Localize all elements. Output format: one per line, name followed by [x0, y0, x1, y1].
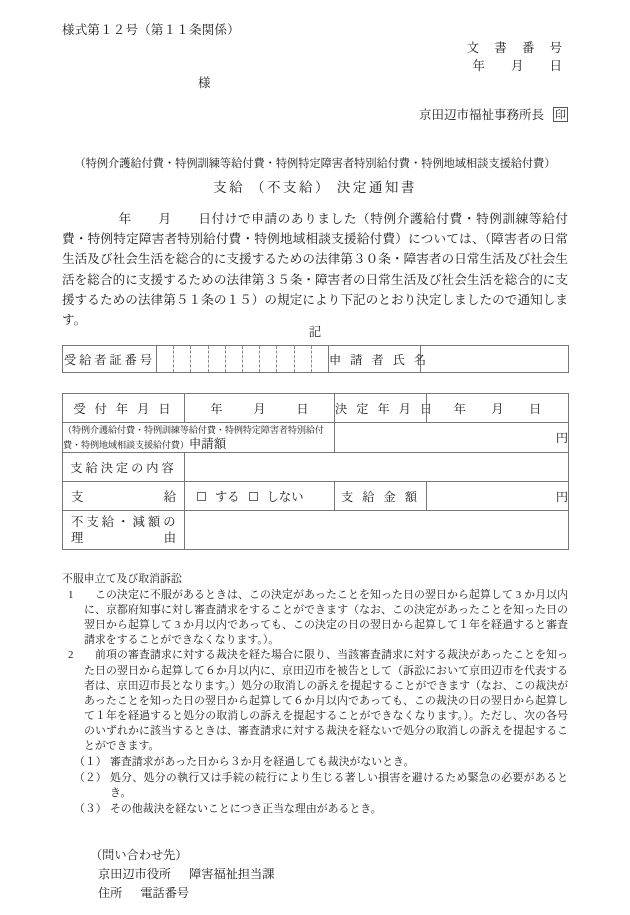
payment-options-cell: [185, 482, 335, 511]
recipient-number-cell[interactable]: [260, 346, 277, 372]
recipient-number-cells: [157, 346, 328, 372]
table-row-reason: [63, 511, 569, 550]
recipient-number-input[interactable]: [157, 346, 329, 373]
contact-department: 障害福祉担当課: [189, 867, 275, 881]
recipient-number-cell[interactable]: [209, 346, 226, 372]
table-row-reception-decision-date: [63, 394, 569, 423]
recipient-number-cell[interactable]: [312, 346, 328, 372]
applicant-name-input[interactable]: [421, 346, 569, 373]
appeal-item-number: 1: [68, 589, 74, 602]
document-date-line: [472, 56, 562, 74]
recipient-table: [62, 345, 569, 373]
contact-address-label: 住所: [98, 886, 123, 900]
reception-date-ymd: [185, 400, 334, 417]
recipient-number-cell[interactable]: [157, 346, 174, 372]
seal-stamp-icon: 印: [555, 108, 566, 121]
application-amount-input[interactable]: [335, 423, 569, 453]
reception-date-year: 年: [210, 401, 223, 416]
application-amount-label-detail: （特例介護給付費・特例訓練等給付費・特例特定障害者特別給付費・特例地域相談支援給付費）: [63, 425, 324, 450]
document-date-day: 日: [549, 59, 562, 73]
reception-date-day: 日: [296, 401, 309, 416]
decision-content-input[interactable]: [185, 453, 569, 482]
recipient-number-cell[interactable]: [174, 346, 191, 372]
decision-table: [62, 393, 569, 550]
recipient-number-label: 受給者証番号: [63, 346, 157, 373]
payment-options: [185, 487, 334, 505]
recipient-number-cell[interactable]: [226, 346, 243, 372]
reason-label-line1: [71, 514, 176, 530]
table-row-application-amount: [63, 423, 569, 453]
appeal-section: [62, 572, 568, 818]
ki-marker: 記: [308, 325, 322, 339]
body-main-sentence: 日付けで申請のありました（特例介護給付費・特例訓練等給付費・特例特定障害者特別給付費・特例地域相談支援給付費）については、（障害者の日常生活及び社会生活を総合的に支援するための法律第３０条・障害者の日常生活及び社会生活を総合的に支援するための法律第３５条・障害者の日常生活及び社会生活を総合的に支援するための法律第５１条の１５）の規定により下記のとおり決定しましたので通知します。: [62, 212, 569, 328]
appeal-sub-item-number: （１）: [74, 756, 107, 769]
body-month: 月: [157, 212, 172, 226]
payment-option-do-label: する: [215, 490, 240, 504]
applicant-name-label: 申 請 者 氏 名: [329, 346, 421, 373]
recipient-number-cell[interactable]: [243, 346, 260, 372]
appeal-sub-item-text: その他裁決を経ないことにつき正当な理由があるとき。: [110, 803, 382, 816]
checkbox-pay-no[interactable]: [249, 492, 258, 501]
appeal-item-text: 前項の審査請求に対する裁決を経た場合に限り、当該審査請求に対する裁決があったことを知った日の翌日から起算して６か月以内に、京田辺市を被告として（訴訟において京田辺市を代表する者は、京田辺市長となります。）処分の取消しの訴えを提起することができます（なお、この裁決があったことを知った日の翌日から起算して６か月以内であっても、この裁決の日の翌日から起算して１年を経過すると処分の取消しの訴えを提起することができなくなります。）。ただし、次の各号のいずれかに該当するときは、審査請求に対する裁決を経ないで処分の取消しの訴えを提起することができます。: [84, 649, 568, 753]
decision-date-day: 日: [529, 401, 542, 416]
appeal-item: [62, 588, 568, 648]
reason-label-line2-left: 理: [71, 531, 84, 545]
decision-date-year: 年: [453, 401, 466, 416]
recipient-number-cell[interactable]: [295, 346, 312, 372]
payment-amount-input[interactable]: [427, 482, 569, 511]
table-row-decision-content: [63, 453, 569, 482]
recipient-number-cell[interactable]: [191, 346, 208, 372]
appeal-sub-item: [62, 755, 568, 770]
appeal-sub-item-text: 処分、処分の執行又は手続の続行により生じる著しい損害を避けるため緊急の必要があるとき。: [110, 772, 568, 800]
addressee-honorific: 様: [198, 76, 211, 90]
appeal-sub-item-number: （３）: [74, 803, 107, 816]
reception-date-label: 受 付 年 月 日: [63, 394, 185, 423]
decision-date-label: 決 定 年 月 日: [335, 394, 427, 423]
page-title: 支給 （不支給） 決定通知書: [213, 180, 417, 195]
payment-option-dont-label: しない: [266, 490, 304, 504]
recipient-number-cell[interactable]: [277, 346, 294, 372]
reason-label-line1-text: 不 支 給 ・ 減 額 の: [71, 515, 176, 529]
reason-label-inner: [63, 512, 184, 548]
appeal-sub-item: [62, 771, 568, 801]
issuer-name: 京田辺市福祉事務所長: [418, 108, 544, 122]
document-date-month: 月: [510, 59, 524, 73]
contact-section: [90, 846, 274, 903]
application-amount-unit: 円: [555, 431, 568, 445]
payment-label-left: 支: [71, 490, 84, 504]
reason-label-line2: [71, 530, 176, 546]
document-number-label: 文 書 番 号: [466, 41, 568, 55]
appeal-sub-item-text: 審査請求があった日から３か月を経過しても裁決がないとき。: [110, 756, 415, 769]
reason-input[interactable]: [185, 511, 569, 550]
contact-office-line: [90, 865, 274, 884]
payment-label-right: 給: [163, 490, 176, 504]
appeal-sub-item-number: （２）: [74, 772, 107, 785]
title-subtitle: （特例介護給付費・特例訓練等給付費・特例特定障害者特別給付費・特例地域相談支援給付費）: [74, 158, 556, 170]
checkbox-pay-yes[interactable]: [197, 492, 206, 501]
contact-heading: （問い合わせ先）: [90, 848, 188, 862]
payment-amount-label: 支 給 金 額: [335, 482, 427, 511]
decision-date-input[interactable]: [427, 394, 569, 423]
reception-date-month: 月: [253, 401, 266, 416]
contact-address-line: [90, 884, 274, 903]
document-date-year: 年: [472, 59, 485, 73]
decision-date-ymd: [427, 400, 568, 417]
application-amount-label-main: 申請額: [188, 436, 227, 451]
body-year: 年: [118, 212, 132, 226]
application-amount-label: [63, 423, 335, 453]
reason-label: [63, 511, 185, 550]
appeal-sub-item: [62, 802, 568, 817]
reception-date-input[interactable]: [185, 394, 335, 423]
form-number: 様式第１２号（第１１条関係）: [62, 23, 240, 37]
appeal-heading: 不服申立て及び取消訴訟: [62, 573, 182, 585]
issuer-block: [419, 105, 568, 123]
contact-office: 京田辺市役所: [98, 867, 172, 881]
table-row: [63, 346, 569, 373]
contact-phone-label: 電話番号: [140, 886, 190, 900]
appeal-item-text: この決定に不服があるときは、この決定があったことを知った日の翌日から起算して 3 か月以内に、京都府知事に対し審査請求をすることができます（なお、この決定があったことを知った日の翌日から起算して 3 か月以内であっても、この決定の日の翌日から起算して１年を経過すると審査請求をすることができなくなります。）。: [84, 589, 568, 647]
payment-label-inner: [63, 487, 184, 505]
payment-label: [63, 482, 185, 511]
notice-body-text: [62, 209, 568, 330]
appeal-item: [62, 648, 568, 754]
table-row-payment: [63, 482, 569, 511]
appeal-item-number: 2: [68, 649, 74, 662]
reason-label-line2-right: 由: [163, 531, 176, 545]
decision-date-month: 月: [491, 401, 504, 416]
payment-amount-unit: 円: [555, 489, 568, 504]
decision-content-label: 支給決定の内容: [63, 453, 185, 482]
